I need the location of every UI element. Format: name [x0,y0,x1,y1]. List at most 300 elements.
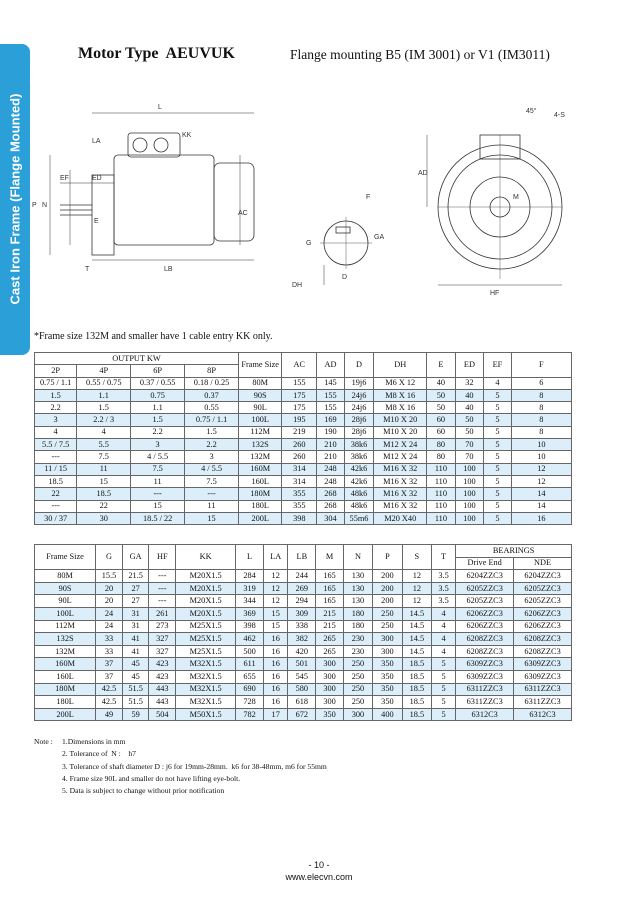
website-url[interactable]: www.elecvn.com [285,872,353,882]
label-45: 45° [526,108,537,115]
table-cell: 398 [282,512,317,524]
table-row [35,389,572,401]
col-header: LA [263,545,287,570]
table-cell: 14.5 [402,607,431,620]
table-cell: 5.5 [77,439,131,451]
table-cell: 8 [511,402,571,414]
col-header: AC [282,353,317,378]
table-cell: 350 [372,696,402,709]
table-cell: 248 [317,463,344,475]
table-row [35,633,572,646]
table-cell: 21.5 [122,570,149,583]
label-L: L [158,104,162,111]
note-line: 4. Frame size 90L and smaller do not have lifting eye-bolt. [62,773,241,783]
table-cell: 165 [316,595,344,608]
table-cell: 155 [317,389,344,401]
table-cell: 5 [484,463,511,475]
table-cell: 14 [511,488,571,500]
table-cell: 6206ZZC3 [514,620,572,633]
table-cell: 300 [372,633,402,646]
table-cell: 51.5 [122,696,149,709]
table-row [35,451,572,463]
table-cell: 11 [77,463,131,475]
table-cell: 130 [343,582,372,595]
table-cell: 300 [316,683,344,696]
table-cell: 0.37 / 0.55 [131,377,185,389]
table-cell: 4 [484,377,511,389]
table-cell: 382 [288,633,316,646]
table-cell: 304 [317,512,344,524]
table-cell: 5 [431,708,455,721]
table-cell: 14.5 [402,645,431,658]
table-cell: 22 [77,500,131,512]
table-cell: 7.5 [185,475,239,487]
table-cell: 6206ZZC3 [456,620,514,633]
label-P: P [32,202,37,209]
table-cell: 3.5 [431,582,455,595]
table-cell: 1.5 [77,402,131,414]
label-DH: DH [292,282,303,289]
table-cell: 132S [239,439,282,451]
table-cell: 210 [317,451,344,463]
table-row [35,607,572,620]
table-cell: 6205ZZC3 [514,595,572,608]
table-cell: 31 [122,620,149,633]
table-cell: 42k6 [344,475,374,487]
table-cell: M16 X 32 [374,463,427,475]
table-cell: 4 [35,426,77,438]
table-cell: 37 [96,658,123,671]
table-cell: 260 [282,439,317,451]
table-cell: M25X1.5 [176,633,236,646]
table-cell: 48k6 [344,488,374,500]
label-ED: ED [92,175,102,182]
table-row [35,708,572,721]
table-cell: M20 X40 [374,512,427,524]
table-row [35,500,572,512]
table-cell: 30 [77,512,131,524]
table-cell: 18.5 [402,670,431,683]
table-cell: 400 [372,708,402,721]
table-cell: 314 [282,463,317,475]
table-cell: 6311ZZC3 [456,696,514,709]
table-cell: 60 [427,414,456,426]
table-cell: 618 [288,696,316,709]
table-cell: 18.5 [402,708,431,721]
table-cell: 350 [316,708,344,721]
table-cell: 160L [35,670,96,683]
table-cell: 15 [263,607,287,620]
table-cell: 16 [263,696,287,709]
table-cell: 48k6 [344,500,374,512]
table-row [35,696,572,709]
table-cell: 30 / 37 [35,512,77,524]
table-cell: 200L [239,512,282,524]
table-cell: 5 [484,414,511,426]
col-header: 4P [77,365,131,377]
table-row [35,426,572,438]
table-cell: 6312C3 [514,708,572,721]
table-cell: 344 [236,595,264,608]
page-subtitle: Flange mounting B5 (IM 3001) or V1 (IM3011) [290,47,550,62]
table-cell: 355 [282,488,317,500]
table-cell: 112M [239,426,282,438]
table-cell: 169 [317,414,344,426]
table-cell: 27 [122,582,149,595]
table-cell: M32X1.5 [176,696,236,709]
output-table-body [35,377,572,525]
table-cell: 16 [511,512,571,524]
label-HF: HF [490,290,500,297]
col-header: D [344,353,374,378]
table-cell: 12 [511,463,571,475]
col-header: KK [176,545,236,570]
table-cell: 160L [239,475,282,487]
table-cell: 215 [316,620,344,633]
table-row [35,402,572,414]
col-header: N [343,545,372,570]
table-cell: 250 [343,670,372,683]
table-cell: 31 [122,607,149,620]
table-cell: 5 [484,439,511,451]
table-cell: 130 [343,570,372,583]
page-title: Motor Type AEUVUK [78,45,235,62]
table-cell: 14.5 [402,620,431,633]
table-cell: 12 [263,582,287,595]
table-cell: 300 [343,708,372,721]
table-cell: 180 [343,620,372,633]
table-cell: 6309ZZC3 [456,670,514,683]
table-cell: 132M [35,645,96,658]
output-kw-header: OUTPUT KW [35,353,239,365]
table-cell: 6 [511,377,571,389]
table-cell: 6208ZZC3 [514,645,572,658]
table-cell: 210 [317,439,344,451]
table-cell: 4 [77,426,131,438]
table-cell: 42.5 [96,696,123,709]
table-row [35,595,572,608]
table-cell: 6311ZZC3 [514,683,572,696]
table-cell: 40 [455,389,484,401]
col-header: S [402,545,431,570]
table-cell: 15 [77,475,131,487]
table-cell: 24 [96,620,123,633]
drive-end-header: Drive End [456,557,514,570]
col-header: ED [455,353,484,378]
note-line: 2. Tolerance of N : h7 [62,749,136,759]
table-cell: 90L [239,402,282,414]
table-cell: 14.5 [402,633,431,646]
col-header: LB [288,545,316,570]
notes [34,736,327,797]
table-cell: 420 [288,645,316,658]
table-cell: M16 X 32 [374,500,427,512]
table-cell: 6204ZZC3 [456,570,514,583]
table-cell: 580 [288,683,316,696]
table-cell: 80M [35,570,96,583]
table-cell: M32X1.5 [176,658,236,671]
label-GA: GA [374,234,385,241]
table-cell: 18.5 [402,683,431,696]
side-tab-label: Cast Iron Frame (Flange Mounted) [7,93,23,305]
table-cell: 112M [35,620,96,633]
table-cell: 4 / 5.5 [185,463,239,475]
table-row [35,683,572,696]
table-cell: 6204ZZC3 [514,570,572,583]
col-header: G [96,545,123,570]
label-E: E [94,218,99,225]
table-cell: 5 [484,512,511,524]
table-cell: 5.5 / 7.5 [35,439,77,451]
table-cell: 59 [122,708,149,721]
table-cell: 24j6 [344,402,374,414]
table-cell: 5 [484,488,511,500]
label-AC: AC [238,210,248,217]
table-cell: 690 [236,683,264,696]
table-cell: 6208ZZC3 [514,633,572,646]
table-cell: 12 [402,582,431,595]
table-cell: 15 [185,512,239,524]
table-row [35,439,572,451]
table-cell: M20X1.5 [176,570,236,583]
table-cell: 33 [96,645,123,658]
label-T: T [85,266,90,273]
table-cell: --- [149,570,176,583]
table-cell: 0.75 / 1.1 [185,414,239,426]
table-cell: 350 [372,683,402,696]
table-cell: 40 [455,402,484,414]
table-cell: 655 [236,670,264,683]
table-cell: 300 [372,645,402,658]
table-cell: 350 [372,658,402,671]
table-cell: 16 [263,683,287,696]
table-cell: 782 [236,708,264,721]
table-cell: 180L [239,500,282,512]
table-cell: 5 [484,500,511,512]
table-cell: 8 [511,414,571,426]
table-cell: 100L [35,607,96,620]
table-cell: 0.75 [131,389,185,401]
table-cell: 6206ZZC3 [514,607,572,620]
table-cell: 80 [427,439,456,451]
table-cell: 19j6 [344,377,374,389]
table-cell: 200 [372,595,402,608]
table-cell: 165 [316,570,344,583]
table-cell: M16 X 32 [374,488,427,500]
table-cell: 0.18 / 0.25 [185,377,239,389]
table-cell: 15 [263,620,287,633]
table-cell: 100 [455,488,484,500]
table-cell: 501 [288,658,316,671]
table-cell: 195 [282,414,317,426]
table-cell: 110 [427,475,456,487]
table-cell: 180L [35,696,96,709]
table-cell: 10 [511,439,571,451]
table-cell: 180 [343,607,372,620]
table-cell: 18.5 [402,658,431,671]
nde-header: NDE [514,557,572,570]
table-cell: 145 [317,377,344,389]
table-cell: 261 [149,607,176,620]
table-cell: 4 [431,607,455,620]
table-cell: 8 [511,426,571,438]
table-cell: 3 [35,414,77,426]
table-cell: 268 [317,500,344,512]
table-cell: 100L [239,414,282,426]
table-cell: 15.5 [96,570,123,583]
table-cell: 55m6 [344,512,374,524]
table-cell: 5 [484,402,511,414]
table-row [35,377,572,389]
note-line: 5. Data is subject to change without prior notification [62,786,225,796]
table-cell: M8 X 16 [374,402,427,414]
col-header: 6P [131,365,185,377]
table-cell: 5 [431,658,455,671]
dimensions-table-body [35,570,572,721]
label-LB: LB [164,266,173,273]
table-cell: 0.37 [185,389,239,401]
table-cell: 132S [35,633,96,646]
table-cell: 38k6 [344,439,374,451]
table-cell: 3.5 [431,570,455,583]
table-cell: 11 [131,475,185,487]
table-cell: 355 [282,500,317,512]
table-cell: M12 X 24 [374,439,427,451]
table-cell: 314 [282,475,317,487]
col-header: DH [374,353,427,378]
table-cell: 5 [484,451,511,463]
table-cell: M20X1.5 [176,607,236,620]
table-cell: 12 [402,595,431,608]
table-cell: 1.5 [185,426,239,438]
table-row [35,570,572,583]
table-cell: 4 / 5.5 [131,451,185,463]
table-cell: 18.5 [35,475,77,487]
table-cell: 230 [343,633,372,646]
table-cell: 6205ZZC3 [514,582,572,595]
table-cell: 12 [402,570,431,583]
table-cell: 11 [185,500,239,512]
table-cell: 51.5 [122,683,149,696]
table-cell: 180M [35,683,96,696]
table-cell: 350 [372,670,402,683]
table-cell: 18.5 / 22 [131,512,185,524]
table-cell: 7.5 [131,463,185,475]
table-cell: --- [131,488,185,500]
table-cell: 175 [282,402,317,414]
table-cell: 14 [511,500,571,512]
table-cell: 41 [122,633,149,646]
table-cell: 200L [35,708,96,721]
table-cell: 45 [122,670,149,683]
table-cell: 230 [343,645,372,658]
table-cell: 6206ZZC3 [456,607,514,620]
table-cell: 244 [288,570,316,583]
col-header: T [431,545,455,570]
notes-label: Note : [34,737,53,746]
table-cell: M16 X 32 [374,475,427,487]
table-cell: 6311ZZC3 [456,683,514,696]
table-cell: 5 [484,426,511,438]
table-cell: 165 [316,582,344,595]
table-row [35,670,572,683]
table-cell: 130 [343,595,372,608]
table-cell: 110 [427,500,456,512]
table-cell: 80M [239,377,282,389]
table-cell: 100 [455,475,484,487]
table-cell: 1.5 [131,414,185,426]
table-cell: 7.5 [77,451,131,463]
label-N: N [42,202,48,209]
table-cell: 338 [288,620,316,633]
table-cell: 0.55 / 0.75 [77,377,131,389]
table-cell: 24 [96,607,123,620]
table-cell: 38k6 [344,451,374,463]
table-row [35,414,572,426]
col-header: M [316,545,344,570]
table-cell: 27 [122,595,149,608]
table-cell: 200 [372,570,402,583]
table-cell: 260 [282,451,317,463]
table-cell: 12 [511,475,571,487]
table-cell: 611 [236,658,264,671]
table-cell: 250 [343,683,372,696]
table-cell: 70 [455,451,484,463]
table-cell: 32 [455,377,484,389]
table-row [35,475,572,487]
table-cell: 423 [149,670,176,683]
col-header: F [511,353,571,378]
col-header: P [372,545,402,570]
table-cell: 6312C3 [456,708,514,721]
table-row [35,620,572,633]
table-cell: 250 [343,696,372,709]
table-cell: 300 [316,658,344,671]
table-cell: 3.5 [431,595,455,608]
label-4S: 4-S [554,112,565,119]
table-cell: 16 [263,670,287,683]
motor-drawings [30,95,630,305]
table-cell: 443 [149,696,176,709]
table-cell: M12 X 24 [374,451,427,463]
side-tab [0,44,30,355]
table-cell: M20X1.5 [176,595,236,608]
table-row [35,512,572,524]
table-cell: 5 [484,475,511,487]
table-cell: 545 [288,670,316,683]
col-header: L [236,545,264,570]
table-cell: 33 [96,633,123,646]
table-cell: 175 [282,389,317,401]
table-cell: 6205ZZC3 [456,582,514,595]
table-cell: 5 [431,683,455,696]
table-cell: 90S [35,582,96,595]
table-cell: 45 [122,658,149,671]
table-cell: M25X1.5 [176,645,236,658]
table-cell: 300 [316,670,344,683]
table-cell: 1.1 [77,389,131,401]
table-cell: 16 [263,645,287,658]
table-cell: 6309ZZC3 [456,658,514,671]
output-dimensions-table [34,352,572,525]
table-cell: 265 [316,633,344,646]
table-cell: 462 [236,633,264,646]
table-cell: 28j6 [344,426,374,438]
table-cell: 6208ZZC3 [456,645,514,658]
table-cell: 500 [236,645,264,658]
table-cell: 5 [431,670,455,683]
table-cell: 2.2 [35,402,77,414]
